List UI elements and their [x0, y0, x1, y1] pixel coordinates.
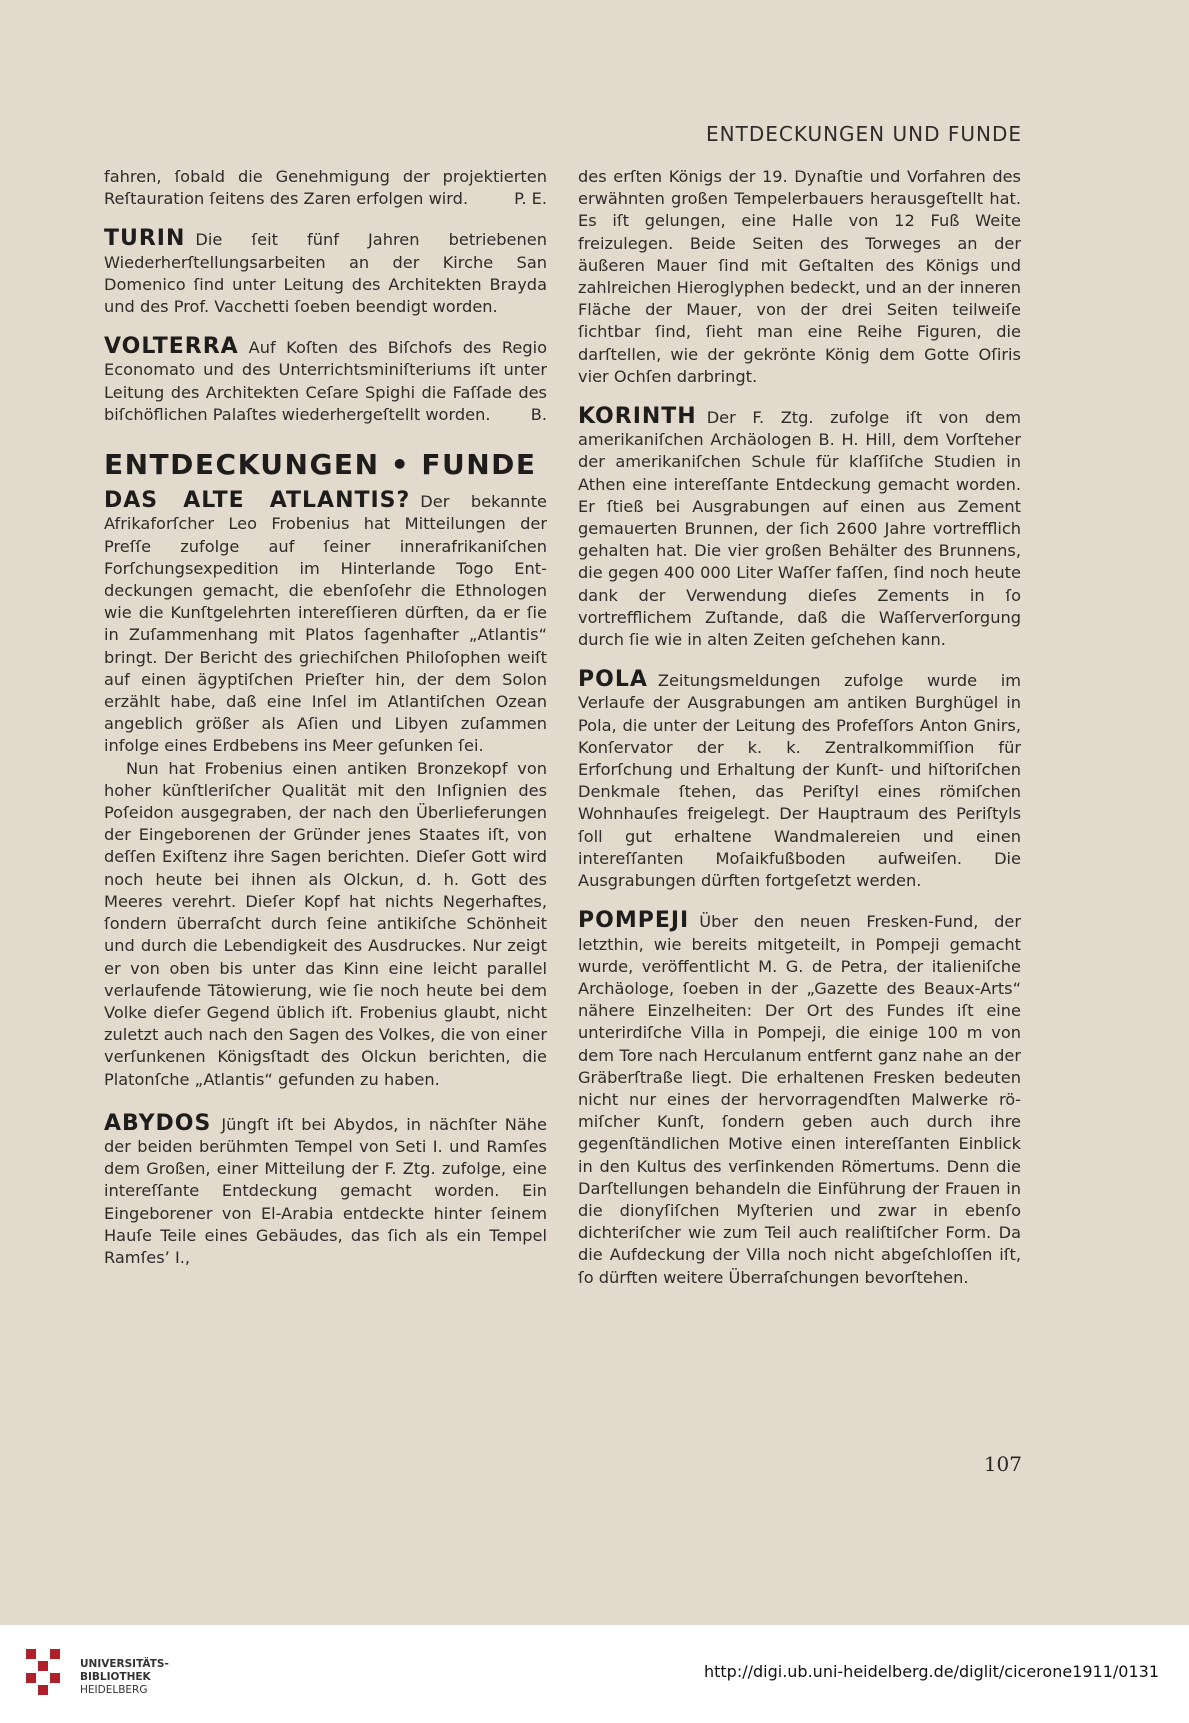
article-text: Zeitungsmeldungen zufolge wurde im Verlaufe der Ausgrabungen am antiken Burghügel in Pola, die unter der Leitung des Profeſſors Anton Gnirs, Konſervator der k. k. Zentralkommiſſion für Erforſchung und Erhaltung der Kunſt- und hiſtoriſchen Denkmale ſtehen, das Periſtyl eines römiſchen Wohnhauſes freigelegt. Der Hauptraum des Periſtyls ſoll gut erhaltene Wandmalereien und einen intereſſanten Moſaikfußboden aufweiſen. Die Ausgrabungen dürften fortgeſetzt werden. [578, 671, 1021, 891]
article-text: Der F. Ztg. zufolge iſt von dem amerikaniſchen Archäologen B. H. Hill, dem Vorſteher der amerikaniſchen Schule für klaſſiſche Studien in Athen eine intereſſante Entdeckung gemacht worden. Er ſtieß bei Ausgrabungen auf einen aus Zement gemauerten Brunnen, der ſich 2600 Jahre vortrefflich gehalten hat. Die vier großen Behälter des Brunnens, die gegen 400 000 Liter Waſſer faſſen, ſind noch heute dank der Verwendung dieſes Zements in ſo vortrefflichem Zuſtande, daß die Waſſerverſorgung durch ſie wie in alten Zeiten geſchehen kann. [578, 408, 1021, 650]
article-atlantis [104, 490, 547, 757]
paragraph-continuation: des erſten Königs der 19. Dynaſtie und Vorfahren des erwähnten großen Tempelerbauers herausgeſtellt hat. Es iſt gelungen, eine Halle von 12 Fuß Weite freizulegen. Beide Seiten des Torweges an der äußeren Mauer ſind mit Geſtalten des Königs und zahlreichen Hieroglyphen bedeckt, und an der inneren Fläche der Mauer, von der drei Seiten teilweiſe ſichtbar ſind, ſieht man eine Reihe Figuren, die darſtellen, wie der gekrönte König dem Gotte Oſiris vier Ochſen darbringt. [578, 167, 1021, 386]
article-text: Jüngſt iſt bei Abydos, in nächſter Nähe der beiden berühmten Tempel von Seti I. und Ramſes dem Großen, einer Mitteilung der F. Ztg. zufolge, eine intereſſante Entdeckung gemacht worden. Ein Eingeborener von El-Arabia entdeckte hinter ſeinem Hauſe Teile eines Gebäudes, das ſich als ein Tempel Ramſes’ I., [104, 1114, 547, 1267]
author-signature: B. [530, 404, 547, 424]
article-text: Die ſeit fünf Jahren betriebenen Wiederherſtellungsarbeiten an der Kirche San Domenico ſind unter Leitung des Architekten Brayda und des Prof. Vacchetti ſoeben beendigt worden. [104, 230, 547, 317]
section-title: ENTDECKUNGEN • FUNDE [104, 448, 537, 482]
headword-pompeji: POMPEJI [578, 908, 690, 934]
article-pompeji [578, 910, 1021, 1288]
headword-turin: TURIN [104, 226, 186, 252]
article-volterra [104, 336, 547, 426]
article-text: Über den neuen Fresken-Fund, der letzthin, wie bereits mitgeteilt, in Pompeji gemacht wurde, veröffentlicht M. G. de Petra, der italieniſche Archäologe, ſoeben in der „Gazette des Beaux-Arts“ nähere Einzelheiten: Der Ort des Fundes iſt eine unterirdiſche Villa in Pompeji, die einige 100 m von dem Tore nach Herculanum entfernt ganz nahe an der Gräberſtraße liegt. Die erhaltenen Fresken bedeuten nicht nur eines der hervorragendſten Malwerke römiſcher Kunſt, ſondern geben auch durch ihre gegenſtändlichen Motive einen intereſſanten Einblick in den Kultus des verſinkenden Römertums. Denn die Darſtellungen behandeln die Einführung der Frauen in die dionyſiſchen Myſterien und zwar in ebenſo dichteriſcher wie zum Teil auch realiſtiſcher Form. Da die Aufdeckung der Villa noch nicht abgeſchloſſen iſt, ſo dürften weitere Überraſchungen bevorſtehen. [578, 912, 1021, 1287]
article-text: Der bekannte Afrikaforſcher Leo Frobenius hat Mitteilungen der Preſſe zufolge auf ſeiner innerafrikaniſchen Forſchungsexpedition im Hinterlande Togo Entdeckungen gemacht, die ebenſoſehr die Ethnologen wie die Kunſtgelehrten intereſſieren dürften, da er ſie in Zuſammenhang mit Platos ſagenhafter „Atlantis“ bringt. Der Bericht des griechiſchen Philoſophen weiſt auf einen ägyptiſchen Prieſter hin, der dem Solon erzählt habe, daß eine Inſel im Atlantiſchen Ozean angeblich größer als Aſien und Libyen zuſammen infolge eines Erdbebens ins Meer geſunken ſei. [104, 492, 547, 756]
article-pola [578, 669, 1021, 892]
author-signature: P. E. [514, 189, 547, 209]
page-number: 107 [983, 1452, 1022, 1476]
article-text: Auf Koſten des Biſchofs des Regio Economato und des Unterrichtsminiſteriums iſt unter Leitung des Architekten Ceſare Spighi die Faſſade des biſchöflichen Palaſtes wiederhergeſtellt worden. [104, 338, 547, 424]
article-korinth [578, 406, 1021, 651]
article-atlantis-continued: Nun hat Frobenius einen antiken Bronzekopf von hoher künſtleriſcher Qualität mit den Inſignien des Poſeidon ausgegraben, der nach den Überlieferungen der Eingeborenen der Gründer jenes Staates iſt, von deſſen Exiſtenz ihre Sagen berichten. Dieſer Gott wird noch heute bei ihnen als Olckun, d. h. Gott des Meeres verehrt. Dieſer Kopf hat nichts Negerhaftes, ſondern überraſcht durch ſeine antikiſche Schönheit und durch die Lebendigkeit des Ausdruckes. Nur zeigt er von oben bis unter das Kinn eine leicht parallel verlaufende Tätowierung, wie ſie noch heute bei dem Volke dieſer Gegend üblich iſt. Frobenius glaubt, nicht zuletzt auch nach den Sagen des Volkes, die von einer verſunkenen Königsſtadt des Olckun berichten, die Platonſche „Atlantis“ gefunden zu haben. [104, 758, 547, 1089]
headword-korinth: KORINTH [578, 404, 697, 430]
right-column [578, 166, 1021, 1307]
headword-abydos: ABYDOS [104, 1110, 212, 1136]
running-head: ENTDECKUNGEN UND FUNDE [706, 122, 1022, 146]
headword-pola: POLA [578, 667, 648, 693]
paragraph-continuation: fahren, ſobald die Genehmigung der projektierten Reſtauration ſeitens des Zaren erfolgen wird. P. E. [104, 166, 547, 210]
article-abydos [104, 1110, 547, 1269]
headword-volterra: VOLTERRA [104, 334, 239, 360]
headword-atlantis: DAS ALTE ATLANTIS? [104, 488, 411, 514]
library-footer [0, 1625, 1189, 1723]
left-column [104, 166, 547, 1287]
permalink-url[interactable]: http://digi.ub.uni-heidelberg.de/diglit/cicerone1911/0131 [703, 1662, 1159, 1681]
university-seal-icon [22, 1647, 64, 1699]
library-name: UNIVERSITÄTS- BIBLIOTHEK HEIDELBERG [80, 1658, 169, 1696]
article-turin [104, 228, 547, 318]
